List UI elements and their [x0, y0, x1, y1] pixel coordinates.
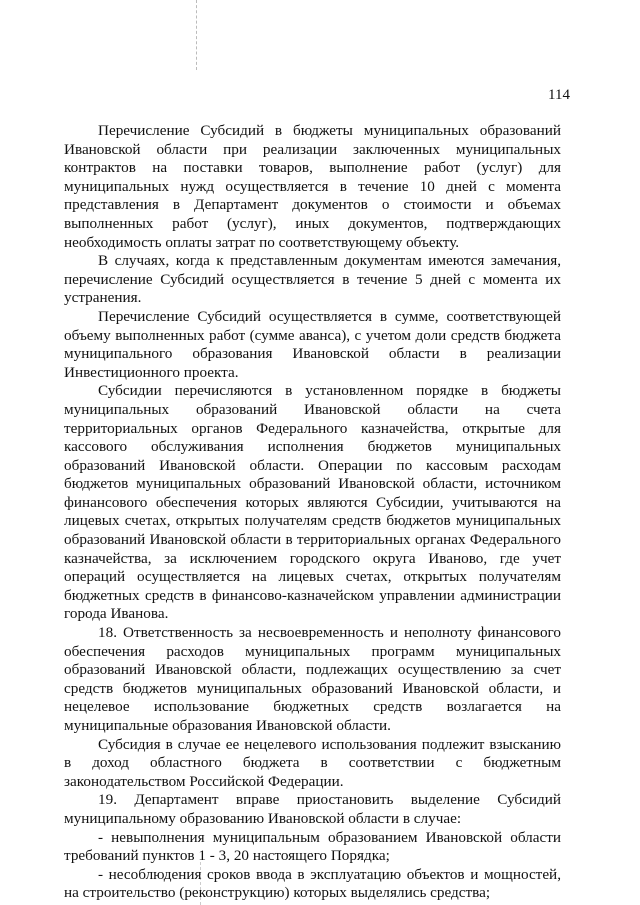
list-item-requirements: - невыполнения муниципальным образованием Ивановской области требований пунктов 1 - 3, 20 настоящего Порядка;	[64, 828, 561, 865]
paragraph-misuse-recovery: Субсидия в случае ее нецелевого использования подлежит взысканию в доход областного бюджета в соответствии с бюджетным законодательством Российской Федерации.	[64, 735, 561, 790]
paragraph-item-19: 19. Департамент вправе приостановить выделение Субсидий муниципальному образованию Ивановской области в случае:	[64, 791, 561, 827]
list-item-deadlines: - несоблюдения сроков ввода в эксплуатацию объектов и мощностей, на строительство (реконструкцию) которых выделялись средства;	[64, 865, 561, 902]
document-body	[64, 122, 561, 903]
paragraph-transfer-amount: Перечисление Субсидий осуществляется в сумме, соответствующей объему выполненных работ (сумме аванса), с учетом доли средств бюджета муниципального образования Ивановской области в реализации Инвестиционного проекта.	[64, 307, 561, 381]
paragraph-item-18: 18. Ответственность за несвоевременность и неполноту финансового обеспечения расходов муниципальных программ муниципальных образований Ивановской области, подлежащих осуществлению за счет средств бюджетов муниципальных образований Ивановской области, и нецелевое использование бюджетных средств возлагается на муниципальные образования Ивановской области.	[64, 624, 561, 734]
paragraph-remarks: В случаях, когда к представленным документам имеются замечания, перечисление Субсидий осуществляется в течение 5 дней с момента их устранения.	[64, 252, 561, 307]
paragraph-treasury-accounts: Субсидии перечисляются в установленном порядке в бюджеты муниципальных образований Ивановской области на счета территориальных органов Федерального казначейства, открытые для кассового обслуживания исполнения бюджетов муниципальных образований Ивановской области. Операции по кассовым расходам бюджетов муниципальных образований Ивановской области, источником финансового обеспечения которых являются Субсидии, учитываются на лицевых счетах, открытых получателям средств бюджетов муниципальных образований Ивановской области в территориальных органах Федерального казначейства, за исключением городского округа Иваново, где учет операций осуществляется на лицевых счетах, открытых получателям бюджетных средств в финансово-казначейском управлении администрации города Иванова.	[64, 382, 561, 623]
paragraph-transfer-terms: Перечисление Субсидий в бюджеты муниципальных образований Ивановской области при реализации заключенных муниципальных контрактов на поставки товаров, выполнение работ (услуг) для муниципальных нужд осуществляется в течение 10 дней с момента представления в Департамент документов о стоимости и объемах выполненных работ (услуг), иных документов, подтверждающих необходимость оплаты затрат по соответствующему объекту.	[64, 122, 561, 251]
page-number: 114	[548, 87, 570, 103]
scan-artifact-top	[196, 0, 198, 70]
